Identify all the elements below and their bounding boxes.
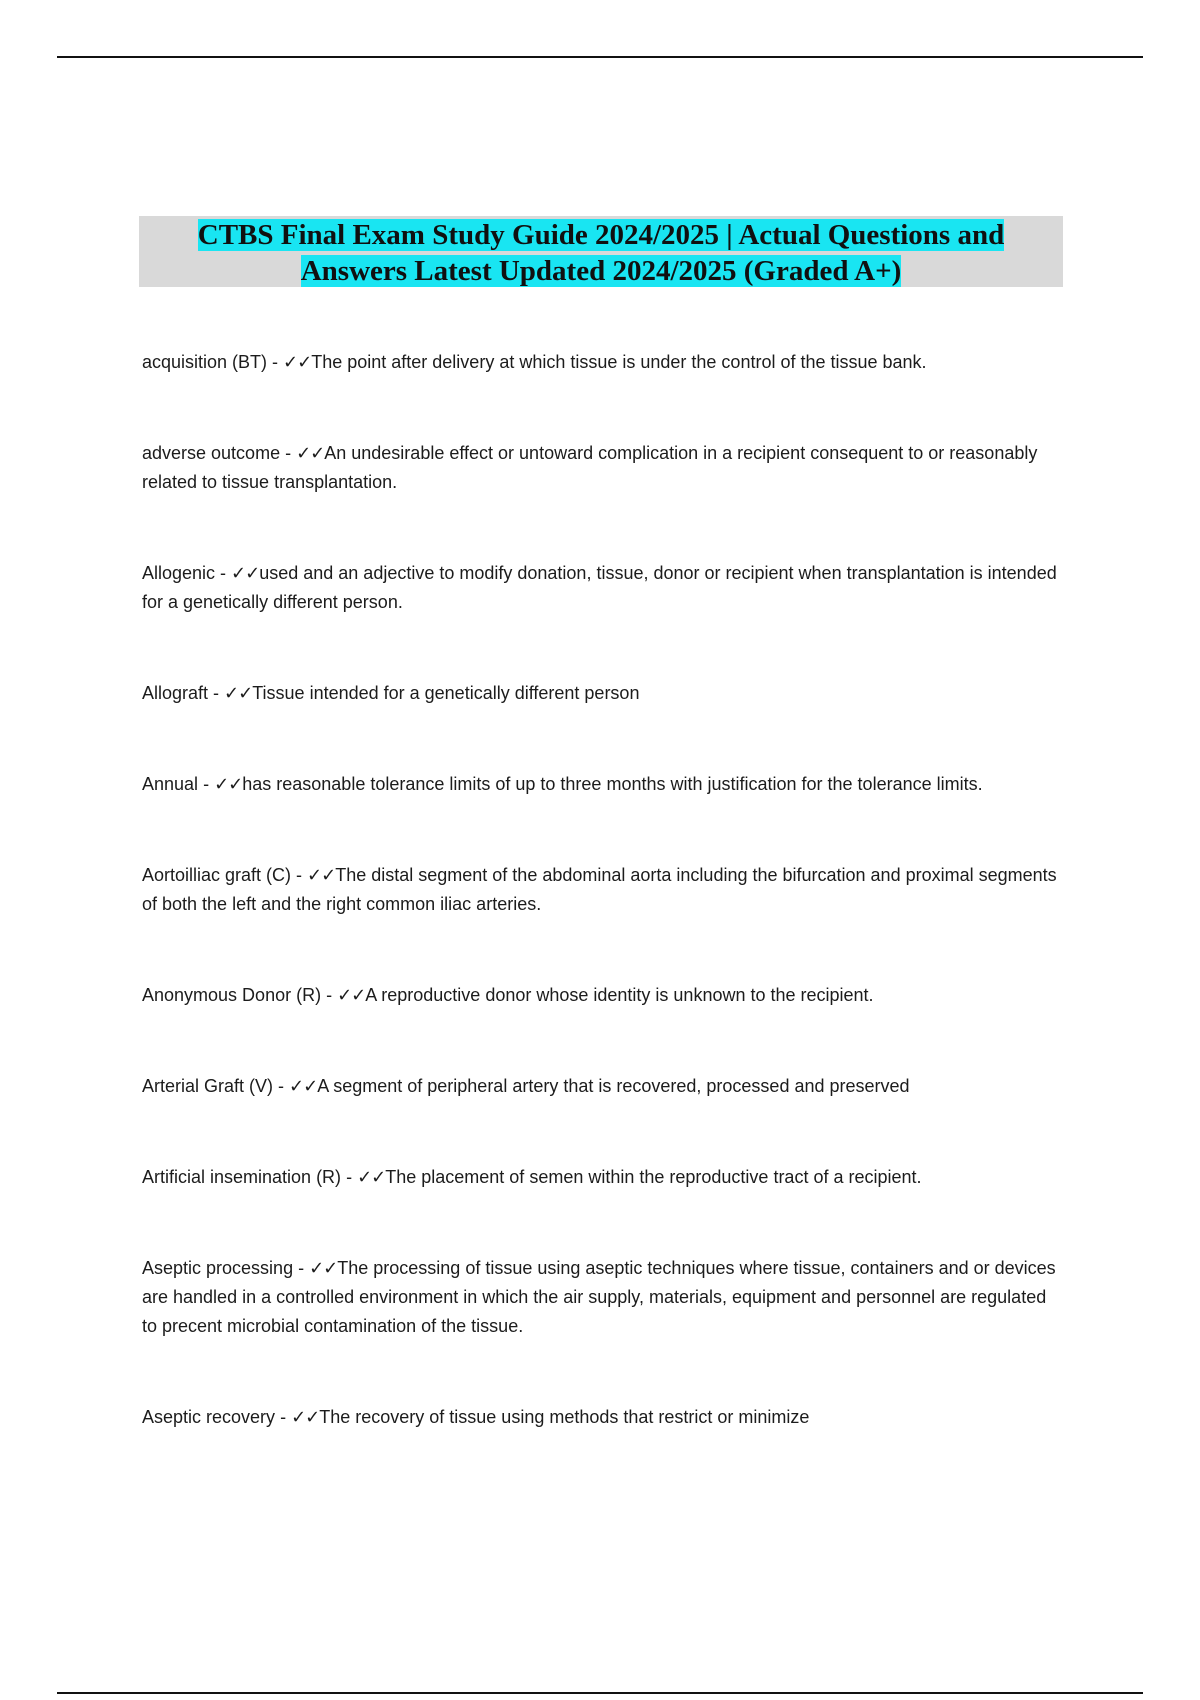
entry-term: Anonymous Donor (R): [142, 985, 322, 1005]
entry-term: Aseptic processing: [142, 1258, 294, 1278]
entry-separator: -: [215, 563, 232, 583]
entry-separator: -: [198, 774, 215, 794]
glossary-entry: [142, 770, 1062, 799]
entry-term: acquisition (BT): [142, 352, 268, 372]
entry-separator: -: [341, 1167, 358, 1187]
double-check-icon: ✓✓: [337, 985, 366, 1006]
double-check-icon: ✓✓: [309, 1258, 338, 1279]
entry-term: Allograft: [142, 683, 209, 703]
entry-separator: -: [321, 985, 338, 1005]
glossary-entry: [142, 1072, 1062, 1101]
double-check-icon: ✓✓: [307, 865, 336, 886]
glossary-entry: [142, 1403, 1062, 1432]
glossary-entry: [142, 861, 1062, 919]
double-check-icon: ✓✓: [296, 443, 325, 464]
glossary-entry: [142, 439, 1062, 497]
glossary-entry: [142, 679, 1062, 708]
glossary-entry: [142, 1254, 1062, 1341]
top-rule: [57, 56, 1143, 58]
entry-separator: -: [273, 1076, 290, 1096]
entry-term: adverse outcome: [142, 443, 281, 463]
bottom-rule: [57, 1692, 1143, 1694]
glossary-entry: [142, 981, 1062, 1010]
entry-separator: -: [280, 443, 297, 463]
entry-definition: Tissue intended for a genetically different person: [252, 683, 640, 703]
title-line-1: [139, 217, 1063, 253]
glossary-entry: [142, 559, 1062, 617]
entry-definition: The recovery of tissue using methods that restrict or minimize: [319, 1407, 810, 1427]
document-title: [139, 216, 1063, 287]
entry-definition: The processing of tissue using aseptic techniques where tissue, containers and or devices are handled in a controlled environment in which the air supply, materials, equipment and personnel are regulated to precent microbial contamination of the tissue.: [142, 1258, 1056, 1336]
entry-definition: The point after delivery at which tissue is under the control of the tissue bank.: [311, 352, 927, 372]
double-check-icon: ✓✓: [291, 1407, 320, 1428]
entry-separator: -: [275, 1407, 292, 1427]
double-check-icon: ✓✓: [289, 1076, 318, 1097]
entry-definition: has reasonable tolerance limits of up to three months with justification for the tolerance limits.: [242, 774, 983, 794]
glossary-entry: [142, 348, 1062, 377]
double-check-icon: ✓✓: [224, 683, 253, 704]
title-highlight-1: CTBS Final Exam Study Guide 2024/2025 | Actual Questions and: [197, 219, 1005, 251]
entry-term: Aseptic recovery: [142, 1407, 276, 1427]
entry-definition: A segment of peripheral artery that is recovered, processed and preserved: [317, 1076, 910, 1096]
entry-term: Aortoilliac graft (C): [142, 865, 292, 885]
glossary-entry: [142, 1163, 1062, 1192]
entry-term: Annual: [142, 774, 199, 794]
entry-term: Arterial Graft (V): [142, 1076, 274, 1096]
title-highlight-2: Answers Latest Updated 2024/2025 (Graded A+): [300, 255, 902, 287]
entry-separator: -: [293, 1258, 310, 1278]
entry-separator: -: [267, 352, 284, 372]
double-check-icon: ✓✓: [357, 1167, 386, 1188]
title-line-2: [139, 253, 1063, 289]
entry-term: Allogenic: [142, 563, 216, 583]
double-check-icon: ✓✓: [231, 563, 260, 584]
entry-separator: -: [291, 865, 308, 885]
entry-definition: An undesirable effect or untoward complication in a recipient consequent to or reasonably related to tissue transplantation.: [142, 443, 1038, 492]
entry-definition: A reproductive donor whose identity is unknown to the recipient.: [365, 985, 874, 1005]
entry-term: Artificial insemination (R): [142, 1167, 342, 1187]
entry-definition: used and an adjective to modify donation, tissue, donor or recipient when transplantation is intended for a genetically different person.: [142, 563, 1057, 612]
entry-definition: The placement of semen within the reproductive tract of a recipient.: [385, 1167, 922, 1187]
glossary-list: [142, 348, 1062, 1432]
entry-definition: The distal segment of the abdominal aorta including the bifurcation and proximal segments of both the left and the right common iliac arteries.: [142, 865, 1057, 914]
double-check-icon: ✓✓: [214, 774, 243, 795]
double-check-icon: ✓✓: [283, 352, 312, 373]
entry-separator: -: [208, 683, 225, 703]
